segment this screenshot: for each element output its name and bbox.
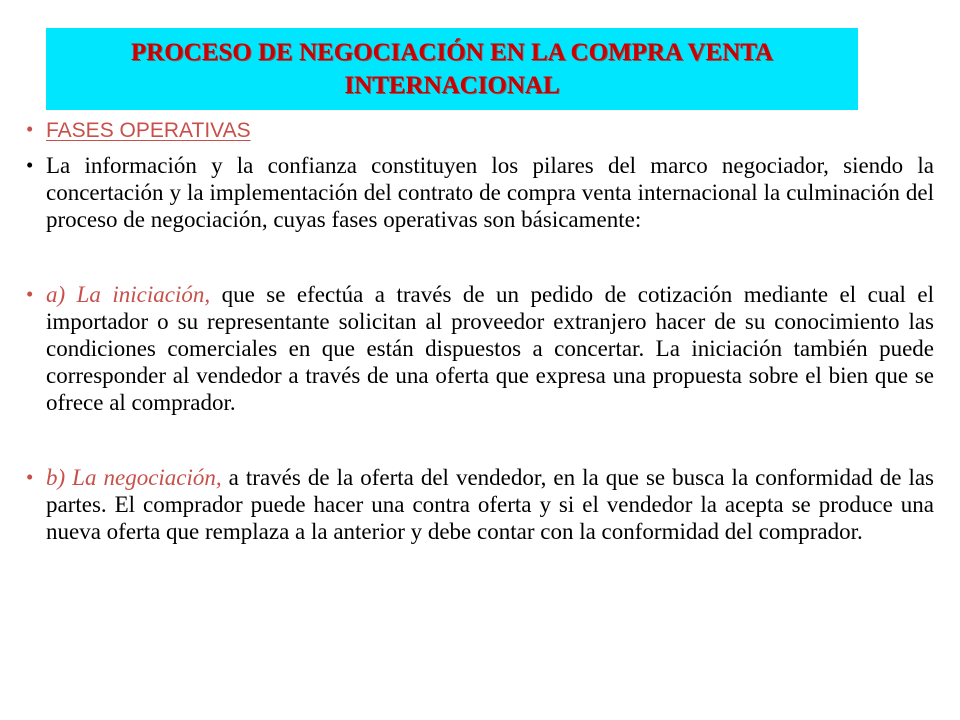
slide-body (26, 116, 934, 545)
slide-title-line-1: PROCESO DE NEGOCIACIÓN EN LA COMPRA VENTA (130, 39, 774, 66)
bullet-intro (26, 152, 934, 233)
bullet-phase-a (26, 281, 934, 416)
bullet-dot-icon: • (26, 465, 34, 489)
phase-a-text: que se efectúa a través de un pedido de cotización mediante el cual el importador o su representante solicitan al proveedor extranjero hacer de su conocimiento las condiciones comerciales en que están dispuestos a concertar. La iniciación también puede corresponder al vendedor a través de una oferta que expresa una propuesta sobre el bien que se ofrece al comprador. (46, 282, 934, 415)
title-banner (46, 28, 858, 110)
phase-b-label: b) La negociación, (46, 465, 222, 490)
bullet-dot-icon: • (26, 282, 34, 306)
bullet-phase-b (26, 464, 934, 545)
phase-a-label: a) La iniciación, (46, 282, 211, 307)
phase-b-text: a través de la oferta del vendedor, en la que se busca la conformidad de las partes. El comprador puede hacer una contra oferta y si el vendedor la acepta se produce una nueva oferta que remplaza a la anterior y debe contar con la conformidad del comprador. (46, 465, 934, 544)
fases-operativas-link[interactable]: FASES OPERATIVAS (46, 119, 251, 142)
bullet-dot-icon: • (26, 117, 34, 141)
intro-text: La información y la confianza constituyen los pilares del marco negociador, siendo la concertación y la implementación del contrato de compra venta internacional la culminación del proceso de negociación, cuyas fases operativas son básicamente: (46, 153, 934, 232)
bullet-heading (26, 116, 934, 144)
bullet-dot-icon: • (26, 153, 34, 177)
slide-title-line-2: INTERNACIONAL (344, 72, 560, 99)
